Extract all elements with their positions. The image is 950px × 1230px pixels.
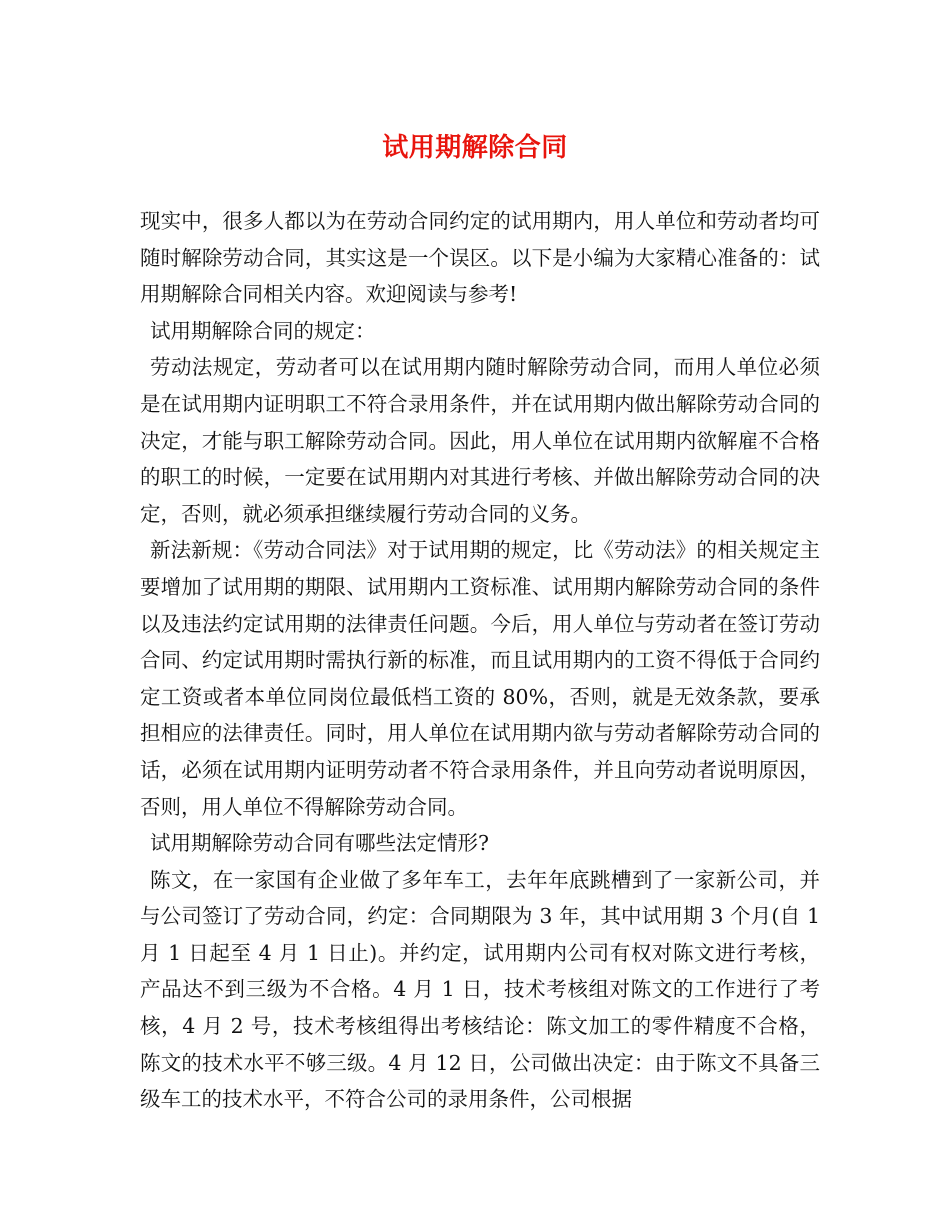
paragraph-case-chen-wen: 陈文，在一家国有企业做了多年车工，去年年底跳槽到了一家新公司，并与公司签订了劳动合同，约定：合同期限为 3 年，其中试用期 3 个月(自 1 月 1 日起至 4 月 1 日止)。并约定，试用期内公司有权对陈文进行考核，产品达不到三级为不合格。4 月 1 日，技术考核组对陈文的工作进行了考核，4 月 2 号，技术考核组得出考核结论：陈文加工的零件精度不合格，陈文的技术水平不够三级。4 月 12 日，公司做出决定：由于陈文不具备三级车工的技术水平，不符合公司的录用条件，公司根据 bbox=[140, 867, 820, 1112]
paragraph-new-regulations: 新法新规：《劳动合同法》对于试用期的规定，比《劳动法》的相关规定主要增加了试用期的期限、试用期内工资标准、试用期内解除劳动合同的条件以及违法约定试用期的法律责任问题。今后，用人单位与劳动者在签订劳动合同、约定试用期时需执行新的标准，而且试用期内的工资不得低于合同约定工资或者本单位同岗位最低档工资的 80%，否则，就是无效条款，要承担相应的法律责任。同时，用人单位在试用期内欲与劳动者解除劳动合同的话，必须在试用期内证明劳动者不符合录用条件，并且向劳动者说明原因，否则，用人单位不得解除劳动合同。 bbox=[140, 538, 820, 819]
document-title: 试用期解除合同 bbox=[382, 133, 568, 163]
paragraph-labor-law: 劳动法规定，劳动者可以在试用期内随时解除劳动合同，而用人单位必须是在试用期内证明职工不符合录用条件，并在试用期内做出解除劳动合同的决定，才能与职工解除劳动合同。因此，用人单位在试用期内欲解雇不合格的职工的时候，一定要在试用期内对其进行考核、并做出解除劳动合同的决定，否则，就必须承担继续履行劳动合同的义务。 bbox=[140, 355, 820, 526]
heading-trial-termination-rules: 试用期解除合同的规定： bbox=[150, 318, 376, 343]
heading-legal-circumstances: 试用期解除劳动合同有哪些法定情形? bbox=[150, 831, 489, 856]
paragraph-intro: 现实中，很多人都以为在劳动合同约定的试用期内，用人单位和劳动者均可随时解除劳动合同，其实这是一个误区。以下是小编为大家精心准备的：试用期解除合同相关内容。欢迎阅读与参考! bbox=[140, 209, 820, 307]
document-body bbox=[140, 203, 820, 1118]
